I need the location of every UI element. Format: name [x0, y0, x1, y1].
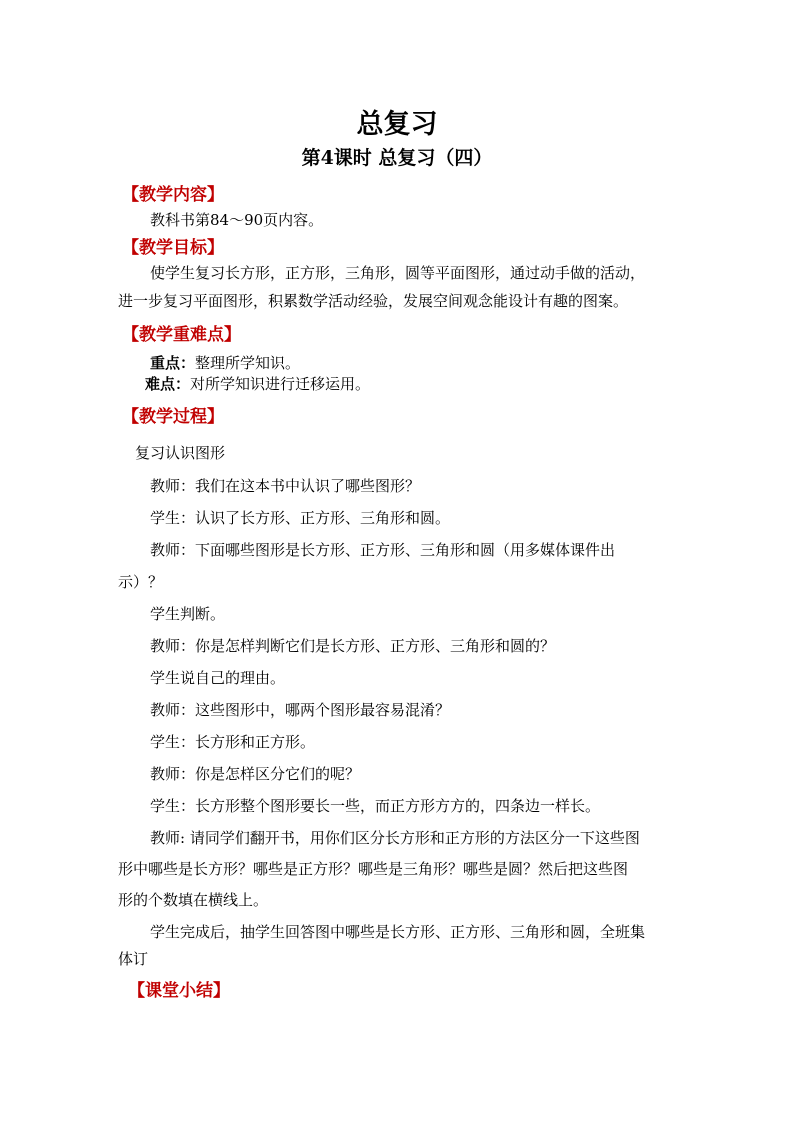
page-title: 总复习	[356, 109, 438, 140]
dialogue-line: 教师：你是怎样区分它们的呢？	[150, 765, 361, 783]
dialogue-line: 教师：这些图形中，哪两个图形最容易混淆？	[150, 701, 451, 719]
goal-line-1: 使学生复习长方形，正方形，三角形，圆等平面图形，通过动手做的活动，	[150, 264, 646, 282]
dialogue-line: 学生：长方形和正方形。	[150, 733, 316, 751]
dialogue-line: 学生完成后，抽学生回答图中哪些是长方形、正方形、三角形和圆，全班集	[150, 923, 646, 941]
process-subheading: 复习认识图形	[135, 444, 226, 462]
dialogue-line: 体订	[118, 950, 149, 968]
process-heading: 【教学过程】	[122, 407, 224, 427]
dialogue-line: 形中哪些是长方形？哪些是正方形？哪些是三角形？哪些是圆？然后把这些图	[118, 860, 629, 878]
summary-heading: 【课堂小结】	[128, 981, 230, 1001]
dialogue-line: 教师：下面哪些图形是长方形、正方形、三角形和圆（用多媒体课件出	[150, 541, 616, 559]
dialogue-line: 示）？	[118, 573, 164, 591]
key-point	[150, 352, 300, 373]
goal-line-2: 进一步复习平面图形，积累数学活动经验，发展空间观念能设计有趣的图案。	[118, 292, 629, 310]
goal-heading: 【教学目标】	[122, 238, 224, 258]
dialogue-line: 学生说自己的理由。	[150, 669, 286, 687]
content-text: 教科书第84～90页内容。	[150, 211, 324, 229]
dialogue-line: 教师：我们在这本书中认识了哪些图形？	[150, 477, 421, 495]
difficulty-label: 难点：	[145, 375, 191, 393]
dialogue-line: 教师：你是怎样判断它们是长方形、正方形、三角形和圆的？	[150, 637, 556, 655]
difficulty-text: 对所学知识进行迁移运用。	[190, 375, 371, 393]
dialogue-line: 学生判断。	[150, 605, 226, 623]
dialogue-line: 学生：长方形整个图形要长一些，而正方形方方的，四条边一样长。	[150, 797, 601, 815]
lesson-subtitle: 第4课时 总复习（四）	[301, 147, 493, 169]
content-heading: 【教学内容】	[122, 185, 224, 205]
dialogue-line: 教师: 请同学们翻开书，用你们区分长方形和正方形的方法区分一下这些图	[150, 829, 640, 847]
key-point-label: 重点：	[150, 354, 196, 372]
difficulty-point	[145, 373, 370, 394]
key-point-text: 整理所学知识。	[195, 354, 301, 372]
key-difficulty-heading: 【教学重难点】	[122, 325, 241, 345]
dialogue-line: 形的个数填在横线上。	[118, 891, 269, 909]
dialogue-line: 学生：认识了长方形、正方形、三角形和圆。	[150, 509, 451, 527]
